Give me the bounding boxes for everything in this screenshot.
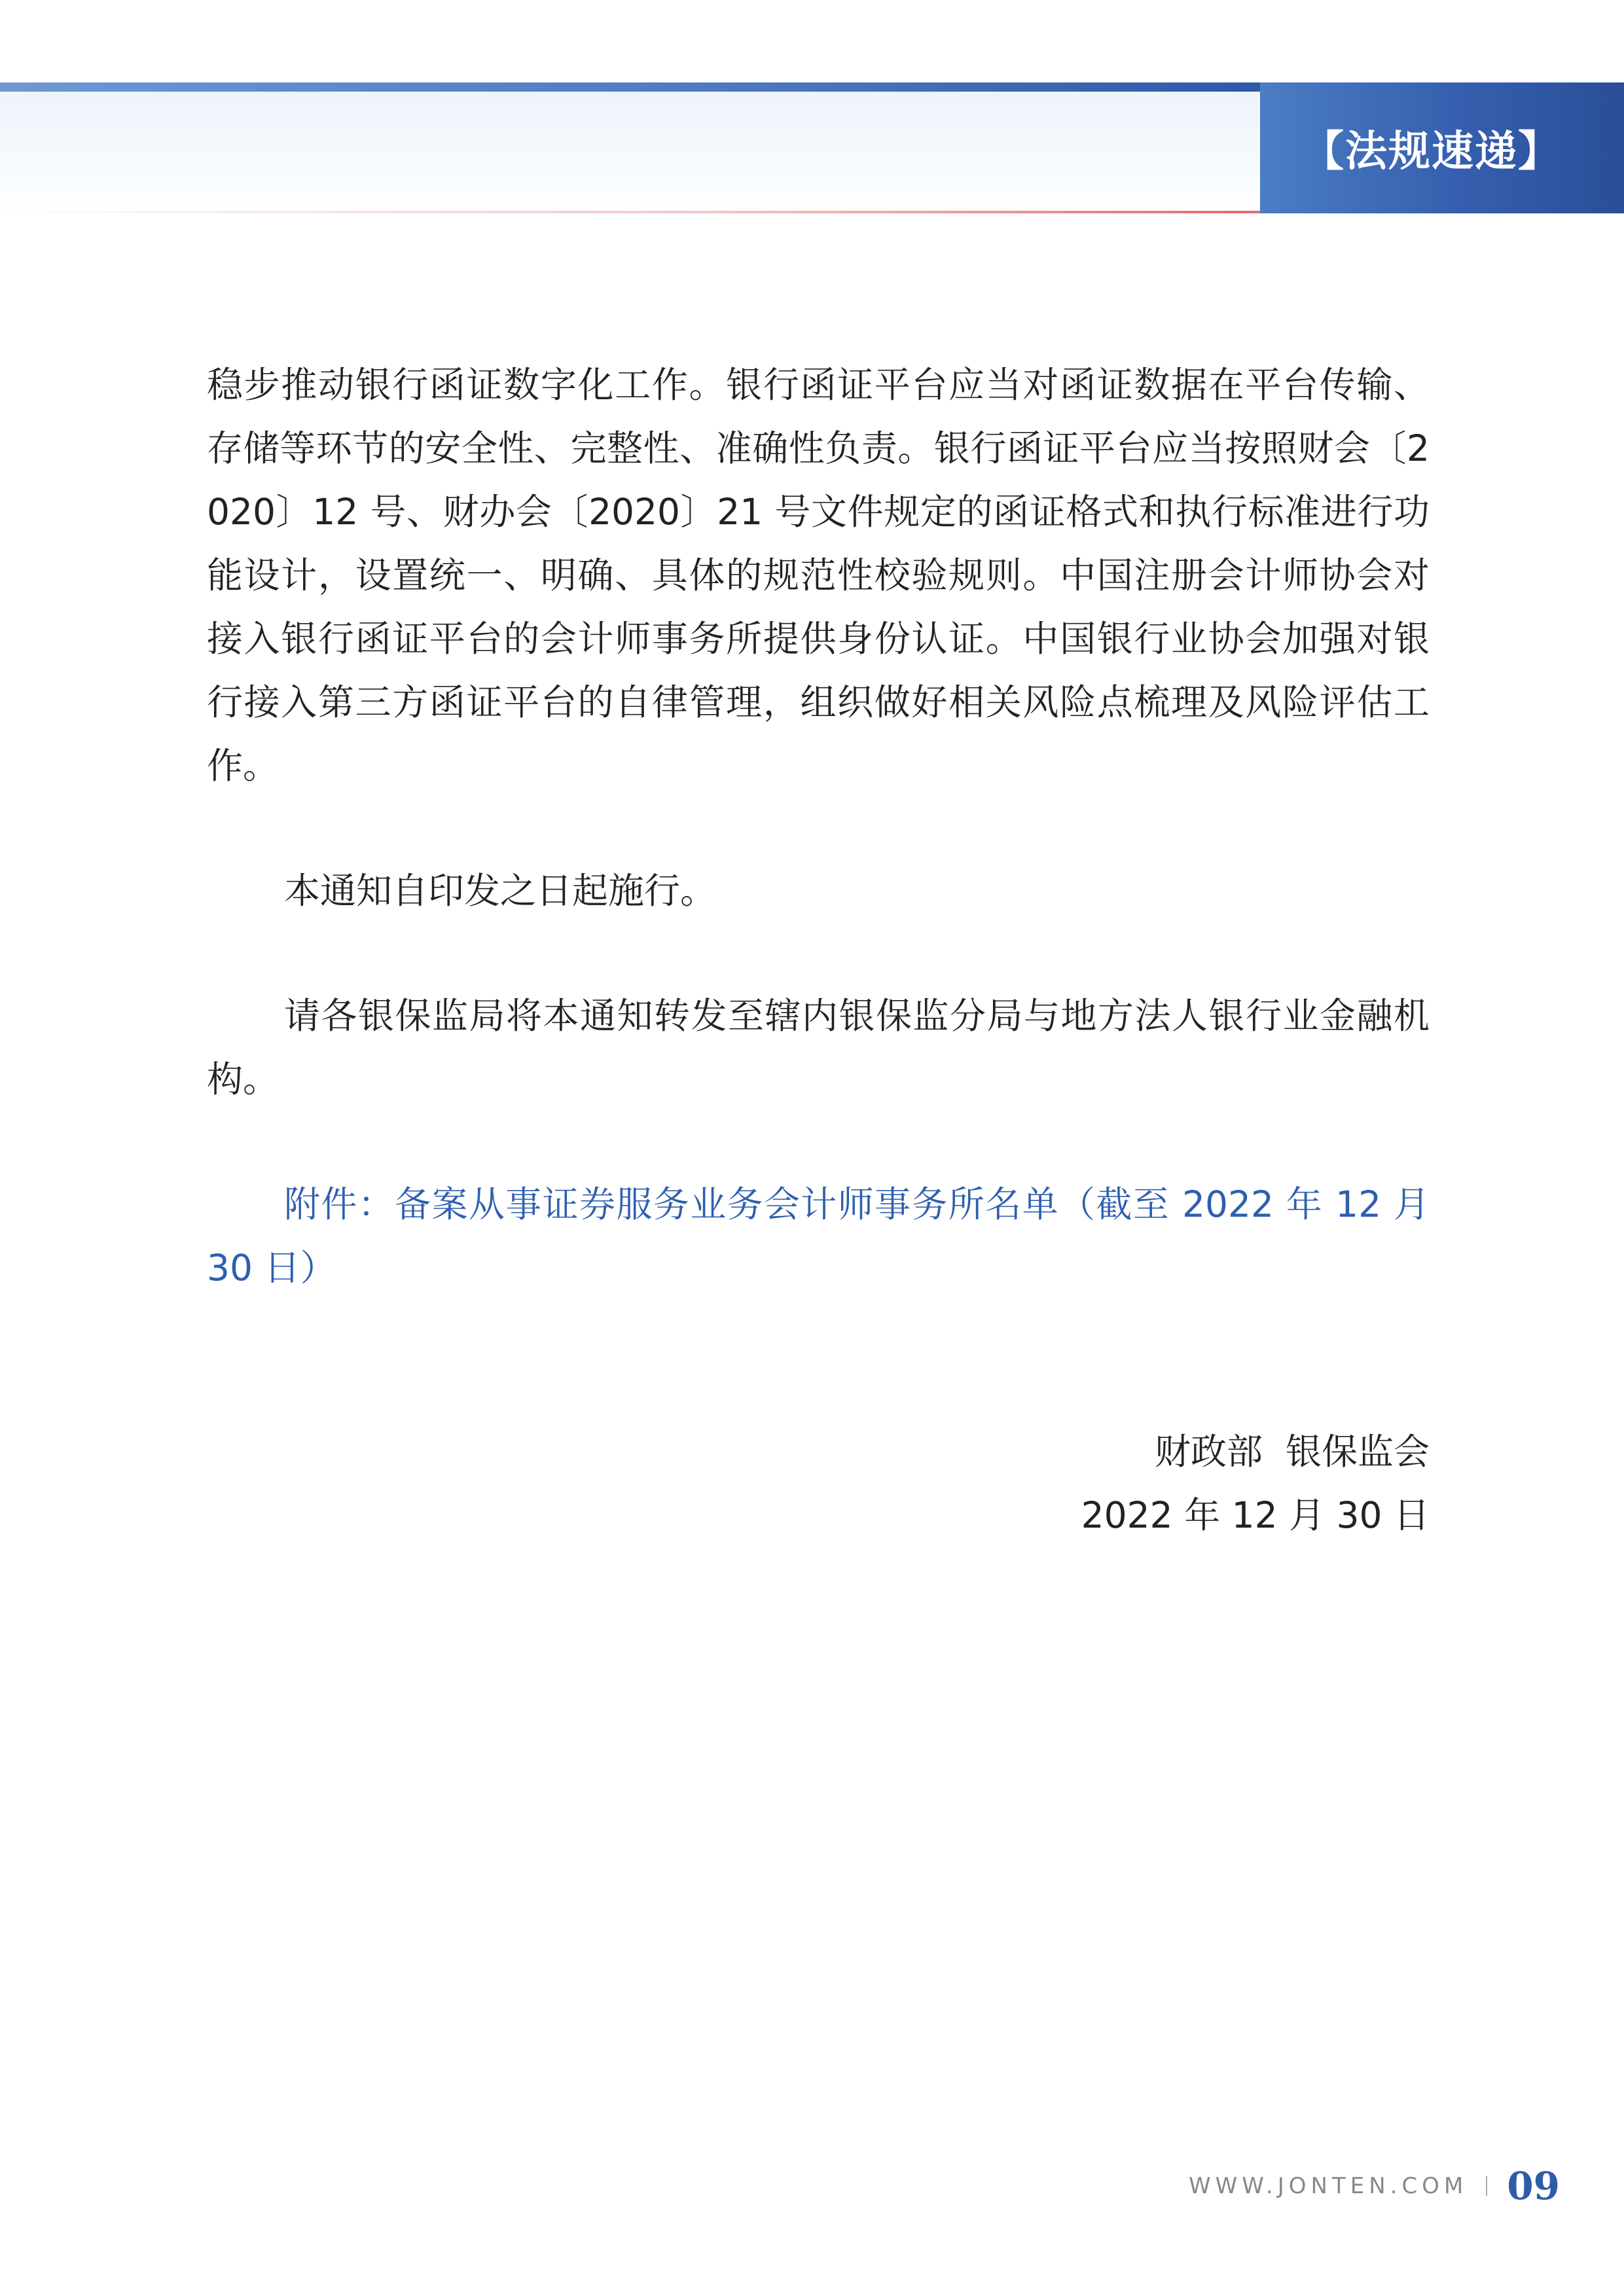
body-paragraph-1: 稳步推动银行函证数字化工作。银行函证平台应当对函证数据在平台传输、存储等环节的安全性、完整性、准确性负责。银行函证平台应当按照财会〔2020〕12 号、财办会〔2020〕21 号文件规定的函证格式和执行标准进行功能设计，设置统一、明确、具体的规范性校验规则。中国注册会计师协会对接入银行函证平台的会计师事务所提供身份认证。中国银行业协会加强对银行接入第三方函证平台的自律管理，组织做好相关风险点梳理及风险评估工作。 bbox=[207, 364, 1430, 787]
paragraph-gap bbox=[207, 798, 1430, 859]
paragraph-gap bbox=[207, 923, 1430, 984]
header-band bbox=[0, 82, 1624, 213]
section-tag bbox=[1260, 82, 1624, 213]
paragraph-gap bbox=[207, 1111, 1430, 1173]
page-footer bbox=[1189, 2164, 1560, 2208]
section-tag-label: 【法规速递】 bbox=[1302, 127, 1561, 176]
header-background bbox=[0, 92, 1260, 212]
footer-divider bbox=[1486, 2176, 1487, 2196]
footer-website: WWW.JONTEN.COM bbox=[1188, 2173, 1468, 2199]
signature-block bbox=[1081, 1420, 1430, 1547]
issuing-authorities: 财政部 银保监会 bbox=[1155, 1431, 1430, 1473]
body-paragraph-2: 本通知自印发之日起施行。 bbox=[284, 870, 717, 912]
page-number: 09 bbox=[1507, 2164, 1560, 2208]
document-body bbox=[207, 353, 1430, 1300]
attachment-link[interactable]: 附件：备案从事证券服务业务会计师事务所名单（截至 2022 年 12 月 30 日） bbox=[207, 1183, 1430, 1289]
body-paragraph-3: 请各银保监局将本通知转发至辖内银保监分局与地方法人银行业金融机构。 bbox=[207, 995, 1430, 1100]
issue-date: 2022 年 12 月 30 日 bbox=[1081, 1494, 1430, 1536]
header-bottom-rule bbox=[0, 211, 1260, 213]
header-top-rule bbox=[0, 82, 1260, 92]
